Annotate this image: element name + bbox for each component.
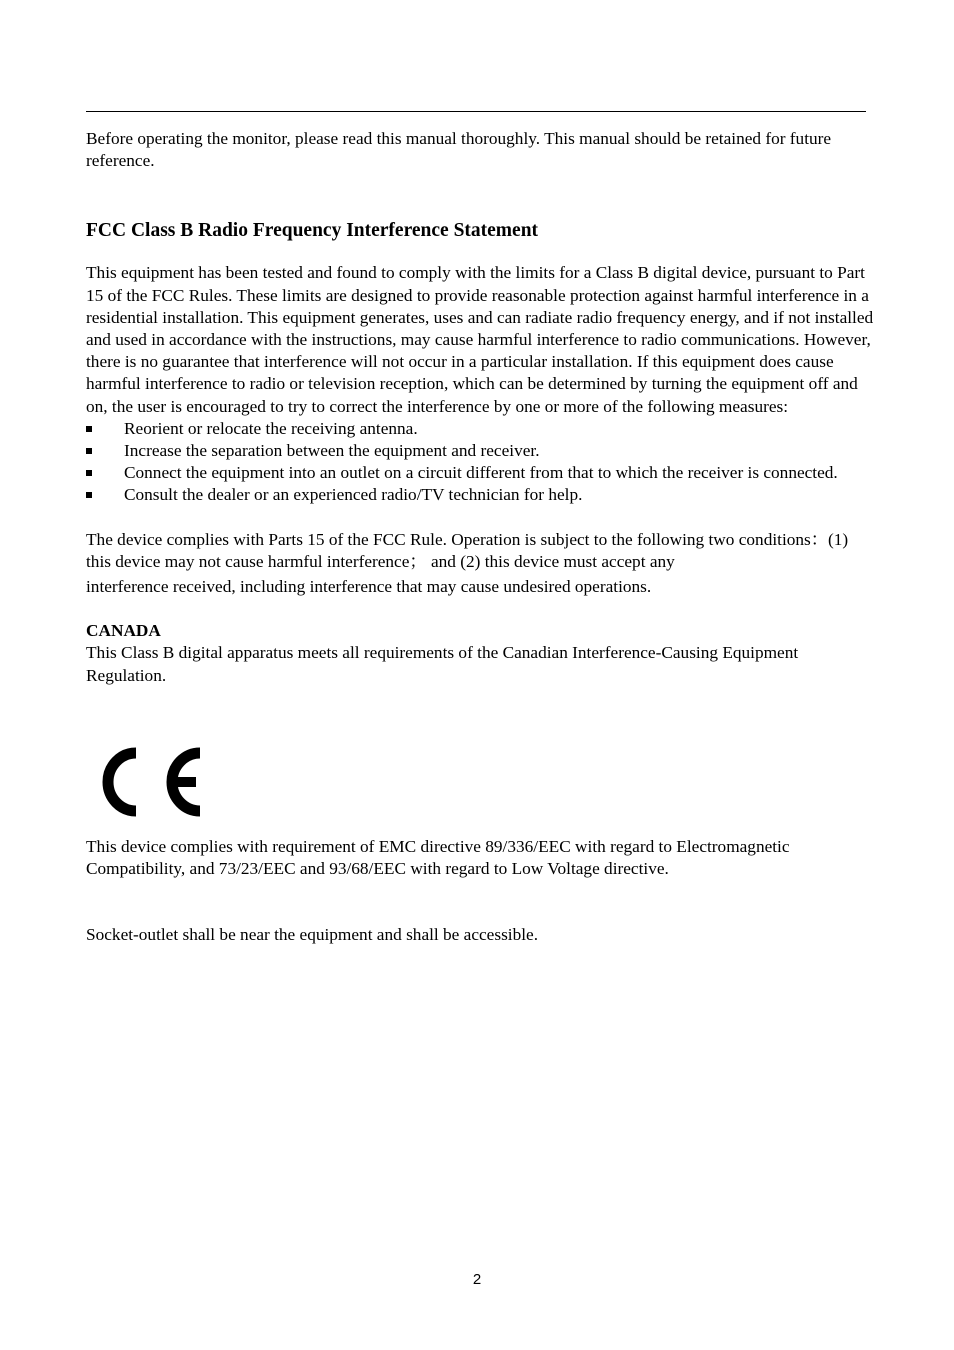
fcc-compliance-paragraph: [86, 529, 876, 599]
ce-mark-icon: [94, 743, 204, 821]
canada-body-paragraph: This Class B digital apparatus meets all requirements of the Canadian Interference-Causing Equipment Regulation.: [86, 643, 799, 685]
list-item: [86, 462, 876, 484]
emc-statement: This device complies with requirement of EMC directive 89/336/EEC with regard to Electromagnetic Compatibility, and 73/23/EEC and 93/68/EEC with regard to Low Voltage directive.: [86, 836, 790, 879]
fcc-heading: FCC Class B Radio Frequency Interference Statement: [86, 220, 539, 242]
list-item: [86, 440, 876, 462]
compliance-main-text: The device complies with Parts 15 of the FCC Rule. Operation is subject to the following two conditions：(1) this device may not cause harmful interference； and (2) this device must accept any: [86, 529, 849, 571]
canada-heading: CANADA: [86, 621, 161, 641]
intro-paragraph: Before operating the monitor, please read this manual thoroughly. This manual should be retained for future reference.: [86, 129, 832, 171]
page-content: [86, 128, 876, 946]
list-item: [86, 418, 876, 440]
page-number: 2: [472, 1271, 482, 1288]
list-item: [86, 484, 876, 506]
socket-note: Socket-outlet shall be near the equipment and shall be accessible.: [86, 925, 539, 945]
measure-text: Increase the separation between the equipment and receiver.: [124, 441, 540, 461]
fcc-body-paragraph: This equipment has been tested and found to comply with the limits for a Class B digital device, pursuant to Part 15 of the FCC Rules. These limits are designed to provide reasonable protection against harmful interference in a residential installation. This equipment generates, uses and can radiate radio frequency energy, and if not installed and used in accordance with the instructions, may cause harmful interference to radio communications. However, there is no guarantee that interference will not occur in a particular installation. If this equipment does cause harmful interference to radio or television reception, which can be determined by turning the equipment off and on, the user is encouraged to try to correct the interference by one or more of the following measures:: [86, 263, 874, 416]
square-bullet-icon: [86, 448, 92, 454]
header-rule: [86, 111, 866, 112]
measure-text: Connect the equipment into an outlet on a circuit different from that to which the receiver is connected.: [124, 463, 838, 483]
compliance-end-text: interference received, including interference that may cause undesired operations.: [86, 577, 652, 597]
measure-text: Consult the dealer or an experienced radio/TV technician for help.: [124, 485, 583, 505]
fcc-measures-list: [86, 418, 876, 507]
square-bullet-icon: [86, 426, 92, 432]
square-bullet-icon: [86, 492, 92, 498]
square-bullet-icon: [86, 470, 92, 476]
measure-text: Reorient or relocate the receiving antenna.: [124, 418, 418, 438]
